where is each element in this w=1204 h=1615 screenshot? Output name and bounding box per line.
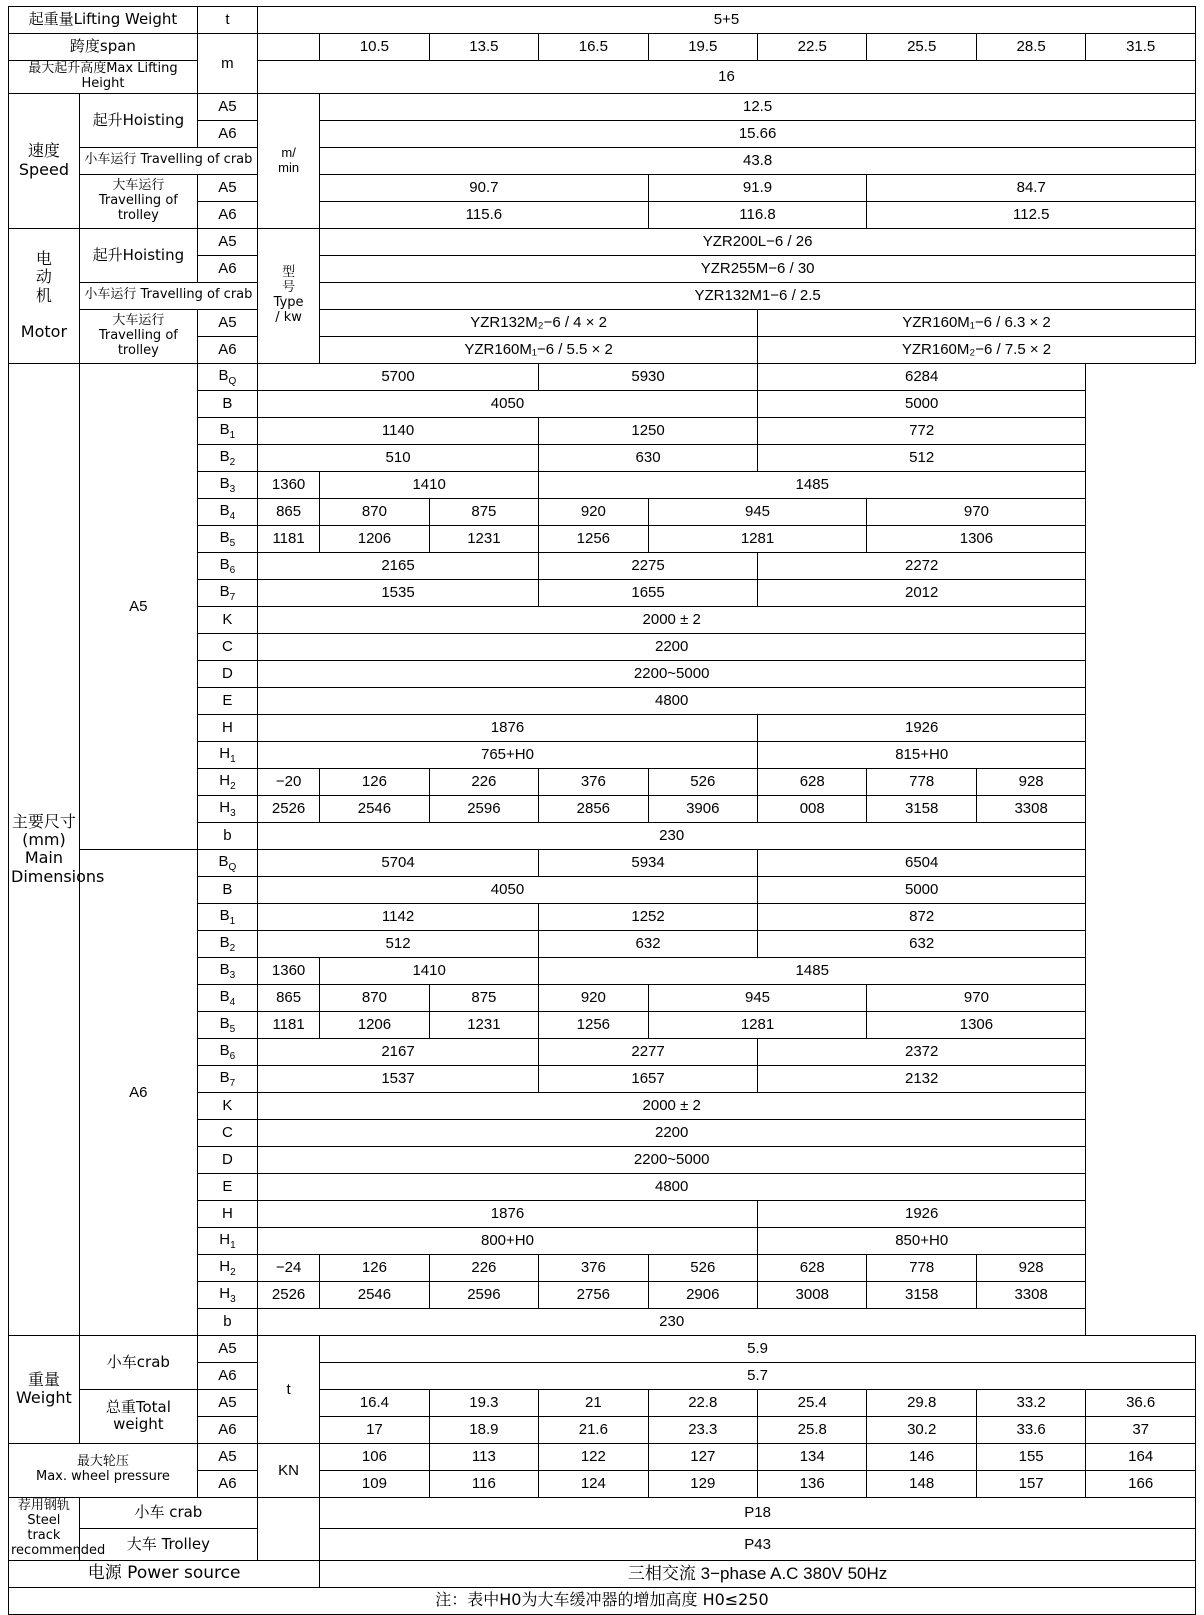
dimension-value-0: 4800	[257, 687, 1085, 714]
dimension-value-0: 4050	[257, 390, 757, 417]
dimension-value-0: −24	[257, 1254, 319, 1281]
dimension-value-1: 870	[320, 984, 429, 1011]
dimension-value-1: 2277	[539, 1038, 758, 1065]
dimension-value-2: 875	[429, 498, 538, 525]
dimension-value-1: 5000	[758, 390, 1086, 417]
total-weight-a6-2: 21.6	[539, 1416, 648, 1443]
crab-weight-a5-value: 5.9	[320, 1335, 1196, 1362]
motor-label: 电 动 机 Motor	[9, 228, 80, 363]
dimension-value-0: −20	[257, 768, 319, 795]
speed-trolley-a5-value-2: 84.7	[867, 174, 1196, 201]
motor-trolley-a6-class: A6	[197, 336, 257, 363]
dimension-value-3: 1256	[539, 525, 648, 552]
dimension-value-0: 5704	[257, 849, 538, 876]
wheel-pressure-a6-class: A6	[197, 1470, 257, 1497]
wheel-pressure-a5-6: 155	[976, 1443, 1085, 1470]
dimension-value-5: 1306	[867, 525, 1086, 552]
dimension-value-1: 870	[320, 498, 429, 525]
speed-trolley-a6-value-1: 116.8	[648, 201, 867, 228]
span-value-1: 13.5	[429, 34, 538, 61]
speed-trolley-a6-value-0: 115.6	[320, 201, 648, 228]
dimension-symbol: $B_1$	[197, 903, 257, 930]
total-weight-a6-1: 18.9	[429, 1416, 538, 1443]
dimension-value-0: 2200~5000	[257, 660, 1085, 687]
dimension-value-0: 4050	[257, 876, 757, 903]
dimension-value-2: 226	[429, 1254, 538, 1281]
span-value-6: 28.5	[976, 34, 1085, 61]
wheel-pressure-a5-1: 113	[429, 1443, 538, 1470]
dimension-symbol: $H_3$	[197, 1281, 257, 1308]
total-weight-a6-5: 30.2	[867, 1416, 976, 1443]
span-value-0: 10.5	[320, 34, 429, 61]
speed-unit: m/ min	[257, 93, 319, 228]
row-wheel-pressure-a5	[9, 1443, 1196, 1470]
motor-hoist-a5-class: A5	[197, 228, 257, 255]
dimension-value-6: 778	[867, 768, 976, 795]
dimension-value-0: 512	[257, 930, 538, 957]
dimension-value-6: 778	[867, 1254, 976, 1281]
row-dimension-a5-BQ	[9, 363, 1196, 390]
motor-hoist-a5-value: YZR200L−6 / 26	[320, 228, 1196, 255]
span-label: 跨度span	[9, 34, 198, 61]
row-weight-crab-a5	[9, 1335, 1196, 1362]
speed-label: 速度 Speed	[9, 93, 80, 228]
speed-trolley-a5-class: A5	[197, 174, 257, 201]
dimension-symbol: D	[197, 660, 257, 687]
dimension-symbol: C	[197, 1119, 257, 1146]
dimension-value-2: 6504	[758, 849, 1086, 876]
dimension-value-2: 632	[758, 930, 1086, 957]
dimension-value-5: 970	[867, 984, 1086, 1011]
speed-hoist-a6-class: A6	[197, 120, 257, 147]
row-dimension-a6-BQ	[9, 849, 1196, 876]
weight-label: 重量 Weight	[9, 1335, 80, 1443]
motor-crab-value: YZR132M1−6 / 2.5	[320, 282, 1196, 309]
lifting-weight-value: 5+5	[257, 7, 1195, 34]
row-rail-crab	[9, 1497, 1196, 1528]
dimension-value-2: 1231	[429, 1011, 538, 1038]
span-spacer	[257, 34, 319, 61]
total-weight-a5-3: 22.8	[648, 1389, 757, 1416]
dimension-value-0: 510	[257, 444, 538, 471]
wheel-pressure-a6-5: 148	[867, 1470, 976, 1497]
motor-trolley-a5-value-0: YZR132M₂−6 / 4 × 2	[320, 309, 758, 336]
speed-hoisting-label: 起升Hoisting	[79, 93, 197, 147]
row-power-source	[9, 1560, 1196, 1587]
speed-crab-label: 小车运行 Travelling of crab	[79, 147, 257, 174]
dimension-value-0: 2200~5000	[257, 1146, 1085, 1173]
total-weight-a5-5: 29.8	[867, 1389, 976, 1416]
max-lifting-height-value: 16	[257, 61, 1195, 94]
dimension-value-0: 4800	[257, 1173, 1085, 1200]
speed-trolley-a5-value-0: 90.7	[320, 174, 648, 201]
wheel-pressure-a6-4: 136	[758, 1470, 867, 1497]
dimension-value-0: 1142	[257, 903, 538, 930]
speed-hoist-a5-value: 12.5	[320, 93, 1196, 120]
dimension-value-7: 928	[976, 768, 1085, 795]
dimension-value-4: 1281	[648, 1011, 867, 1038]
dimension-class-a6: A6	[79, 849, 197, 1335]
dimension-value-1: 1252	[539, 903, 758, 930]
crab-weight-a6-class: A6	[197, 1362, 257, 1389]
rail-crab-value: P18	[320, 1497, 1196, 1528]
dimension-symbol: $H_3$	[197, 795, 257, 822]
dimension-value-1: 1655	[539, 579, 758, 606]
row-total-weight-a5	[9, 1389, 1196, 1416]
dimension-symbol: $B_6$	[197, 552, 257, 579]
dimension-value-1: 126	[320, 768, 429, 795]
dimension-symbol: C	[197, 633, 257, 660]
dimension-value-2: 772	[758, 417, 1086, 444]
crab-weight-label: 小车crab	[79, 1335, 197, 1389]
dimension-value-0: 1535	[257, 579, 538, 606]
row-rail-trolley	[9, 1529, 1196, 1560]
wheel-pressure-a5-2: 122	[539, 1443, 648, 1470]
dimension-value-3: 2856	[539, 795, 648, 822]
span-value-2: 16.5	[539, 34, 648, 61]
wheel-pressure-a6-7: 166	[1086, 1470, 1196, 1497]
weight-unit: t	[257, 1335, 319, 1443]
dimension-value-4: 2906	[648, 1281, 757, 1308]
dimension-value-0: 230	[257, 1308, 1085, 1335]
motor-trolley-a6-value-1: YZR160M₂−6 / 7.5 × 2	[758, 336, 1196, 363]
dimension-value-2: 1485	[539, 957, 1086, 984]
dimension-symbol: $H_2$	[197, 1254, 257, 1281]
wheel-pressure-a6-1: 116	[429, 1470, 538, 1497]
dimension-value-1: 1206	[320, 1011, 429, 1038]
wheel-pressure-a5-class: A5	[197, 1443, 257, 1470]
dimension-symbol: $B_6$	[197, 1038, 257, 1065]
span-unit: m	[197, 34, 257, 94]
total-weight-a5-0: 16.4	[320, 1389, 429, 1416]
wheel-pressure-a5-7: 164	[1086, 1443, 1196, 1470]
dimension-value-2: 1231	[429, 525, 538, 552]
wheel-pressure-a5-3: 127	[648, 1443, 757, 1470]
rail-trolley-value: P43	[320, 1529, 1196, 1560]
wheel-pressure-a6-2: 124	[539, 1470, 648, 1497]
max-lifting-height-label: 最大起升高度Max Lifting Height	[9, 61, 198, 94]
dimension-value-0: 2000 ± 2	[257, 606, 1085, 633]
dimension-value-3: 920	[539, 498, 648, 525]
dimension-value-5: 1306	[867, 1011, 1086, 1038]
dimension-symbol: $H_1$	[197, 741, 257, 768]
row-speed-trolley-a5	[9, 174, 1196, 201]
dimension-value-2: 2372	[758, 1038, 1086, 1065]
dimension-symbol: $B_Q$	[197, 849, 257, 876]
dimension-class-a5: A5	[79, 363, 197, 849]
dimension-value-3: 376	[539, 768, 648, 795]
span-value-4: 22.5	[758, 34, 867, 61]
dimension-value-7: 928	[976, 1254, 1085, 1281]
rail-trolley-label: 大车 Trolley	[79, 1529, 257, 1560]
dimension-value-6: 3158	[867, 795, 976, 822]
dimension-symbol: E	[197, 1173, 257, 1200]
total-weight-a5-6: 33.2	[976, 1389, 1085, 1416]
motor-hoist-a6-value: YZR255M−6 / 30	[320, 255, 1196, 282]
dimension-value-2: 2132	[758, 1065, 1086, 1092]
power-source-value: 三相交流 3−phase A.C 380V 50Hz	[320, 1560, 1196, 1587]
motor-crab-label: 小车运行 Travelling of crab	[79, 282, 257, 309]
motor-hoisting-label: 起升Hoisting	[79, 228, 197, 282]
speed-trolley-a6-value-2: 112.5	[867, 201, 1196, 228]
lifting-weight-unit: t	[197, 7, 257, 34]
row-speed-hoist-a5	[9, 93, 1196, 120]
dimension-symbol: $B_7$	[197, 1065, 257, 1092]
wheel-pressure-a6-3: 129	[648, 1470, 757, 1497]
dimension-value-7: 3308	[976, 795, 1085, 822]
speed-crab-value: 43.8	[320, 147, 1196, 174]
dimension-value-0: 2200	[257, 1119, 1085, 1146]
motor-hoist-a6-class: A6	[197, 255, 257, 282]
row-max-lifting-height	[9, 61, 1196, 94]
dimension-symbol: $B_3$	[197, 957, 257, 984]
dimension-symbol: $B_3$	[197, 471, 257, 498]
row-lifting-weight	[9, 7, 1196, 34]
dimension-symbol: E	[197, 687, 257, 714]
span-value-7: 31.5	[1086, 34, 1196, 61]
dimension-value-1: 126	[320, 1254, 429, 1281]
dimension-value-0: 2165	[257, 552, 538, 579]
motor-trolley-a5-value-1: YZR160M₁−6 / 6.3 × 2	[758, 309, 1196, 336]
speed-hoist-a5-class: A5	[197, 93, 257, 120]
total-weight-a6-class: A6	[197, 1416, 257, 1443]
dimension-value-5: 628	[758, 768, 867, 795]
dimension-value-2: 226	[429, 768, 538, 795]
dimension-symbol: $H_1$	[197, 1227, 257, 1254]
power-source-label: 电源 Power source	[9, 1560, 320, 1587]
total-weight-a6-4: 25.8	[758, 1416, 867, 1443]
motor-trolley-a5-class: A5	[197, 309, 257, 336]
dimension-symbol: K	[197, 1092, 257, 1119]
total-weight-a5-7: 36.6	[1086, 1389, 1196, 1416]
lifting-weight-label: 起重量Lifting Weight	[9, 7, 198, 34]
rail-crab-label: 小车 crab	[79, 1497, 257, 1528]
dimension-value-2: 512	[758, 444, 1086, 471]
wheel-pressure-a6-6: 157	[976, 1470, 1085, 1497]
dimension-value-5: 008	[758, 795, 867, 822]
total-weight-a5-1: 19.3	[429, 1389, 538, 1416]
dimension-symbol: B	[197, 390, 257, 417]
dimension-value-0: 2526	[257, 1281, 319, 1308]
total-weight-a6-0: 17	[320, 1416, 429, 1443]
dimension-value-2: 2272	[758, 552, 1086, 579]
dimension-value-1: 5930	[539, 363, 758, 390]
dimension-value-3: 2756	[539, 1281, 648, 1308]
dimension-value-1: 2546	[320, 795, 429, 822]
dimension-value-1: 1410	[320, 471, 539, 498]
dimension-value-1: 1926	[758, 714, 1086, 741]
dimension-value-5: 970	[867, 498, 1086, 525]
dimension-symbol: b	[197, 822, 257, 849]
speed-trolley-a5-value-1: 91.9	[648, 174, 867, 201]
dimension-value-5: 3008	[758, 1281, 867, 1308]
dimension-value-2: 1485	[539, 471, 1086, 498]
total-weight-a5-4: 25.4	[758, 1389, 867, 1416]
dimension-value-7: 3308	[976, 1281, 1085, 1308]
dimension-value-0: 800+H0	[257, 1227, 757, 1254]
dimension-value-3: 1256	[539, 1011, 648, 1038]
span-value-3: 19.5	[648, 34, 757, 61]
rail-label: 荐用钢轨 Steel track recommended	[9, 1497, 80, 1560]
note-text: 注：表中H0为大车缓冲器的增加高度 H0≤250	[9, 1587, 1196, 1614]
dimension-symbol: $B_7$	[197, 579, 257, 606]
dimension-value-4: 1281	[648, 525, 867, 552]
dimension-value-0: 1181	[257, 1011, 319, 1038]
total-weight-a6-6: 33.6	[976, 1416, 1085, 1443]
wheel-pressure-label: 最大轮压 Max. wheel pressure	[9, 1443, 198, 1497]
crab-weight-a6-value: 5.7	[320, 1362, 1196, 1389]
dimension-value-1: 850+H0	[758, 1227, 1086, 1254]
dimension-value-0: 1876	[257, 714, 757, 741]
dimension-value-2: 2012	[758, 579, 1086, 606]
dimension-symbol: $B_5$	[197, 1011, 257, 1038]
main-dimensions-label: 主要尺寸(mm) Main Dimensions	[9, 363, 80, 1335]
dimension-value-0: 765+H0	[257, 741, 757, 768]
dimension-value-1: 1657	[539, 1065, 758, 1092]
wheel-pressure-unit: KN	[257, 1443, 319, 1497]
dimension-symbol: $B_2$	[197, 930, 257, 957]
dimension-symbol: K	[197, 606, 257, 633]
crab-weight-a5-class: A5	[197, 1335, 257, 1362]
wheel-pressure-a5-5: 146	[867, 1443, 976, 1470]
dimension-symbol: H	[197, 714, 257, 741]
dimension-value-2: 2596	[429, 795, 538, 822]
dimension-symbol: $B_4$	[197, 498, 257, 525]
wheel-pressure-a5-4: 134	[758, 1443, 867, 1470]
row-span	[9, 34, 1196, 61]
dimension-value-4: 945	[648, 984, 867, 1011]
total-weight-label: 总重Total weight	[79, 1389, 197, 1443]
dimension-value-0: 1876	[257, 1200, 757, 1227]
motor-trolley-a6-value-0: YZR160M₁−6 / 5.5 × 2	[320, 336, 758, 363]
dimension-value-6: 3158	[867, 1281, 976, 1308]
total-weight-a6-3: 23.3	[648, 1416, 757, 1443]
total-weight-a6-7: 37	[1086, 1416, 1196, 1443]
dimension-symbol: $B_4$	[197, 984, 257, 1011]
speed-trolley-a6-class: A6	[197, 201, 257, 228]
dimension-value-1: 1410	[320, 957, 539, 984]
speed-trolley-label: 大车运行 Travelling of trolley	[79, 174, 197, 228]
row-motor-hoist-a5	[9, 228, 1196, 255]
dimension-value-1: 632	[539, 930, 758, 957]
dimension-value-1: 5000	[758, 876, 1086, 903]
row-motor-crab	[9, 282, 1196, 309]
dimension-value-1: 630	[539, 444, 758, 471]
dimension-value-0: 5700	[257, 363, 538, 390]
dimension-value-0: 1360	[257, 957, 319, 984]
row-speed-crab	[9, 147, 1196, 174]
dimension-value-0: 1537	[257, 1065, 538, 1092]
dimension-value-0: 1181	[257, 525, 319, 552]
dimension-value-3: 376	[539, 1254, 648, 1281]
row-note	[9, 1587, 1196, 1614]
dimension-value-1: 2546	[320, 1281, 429, 1308]
motor-trolley-label: 大车运行 Travelling of trolley	[79, 309, 197, 363]
dimension-value-0: 2200	[257, 633, 1085, 660]
span-value-5: 25.5	[867, 34, 976, 61]
dimension-value-0: 2526	[257, 795, 319, 822]
dimension-value-0: 1140	[257, 417, 538, 444]
dimension-value-5: 628	[758, 1254, 867, 1281]
dimension-symbol: $B_2$	[197, 444, 257, 471]
dimension-value-1: 815+H0	[758, 741, 1086, 768]
total-weight-a5-2: 21	[539, 1389, 648, 1416]
dimension-value-1: 1926	[758, 1200, 1086, 1227]
dimension-value-0: 2000 ± 2	[257, 1092, 1085, 1119]
dimension-symbol: B	[197, 876, 257, 903]
dimension-value-2: 872	[758, 903, 1086, 930]
crane-specification-table	[8, 6, 1196, 1615]
dimension-value-3: 920	[539, 984, 648, 1011]
dimension-symbol: D	[197, 1146, 257, 1173]
dimension-value-1: 5934	[539, 849, 758, 876]
dimension-symbol: $H_2$	[197, 768, 257, 795]
wheel-pressure-a5-0: 106	[320, 1443, 429, 1470]
dimension-value-0: 1360	[257, 471, 319, 498]
speed-hoist-a6-value: 15.66	[320, 120, 1196, 147]
row-motor-trolley-a5	[9, 309, 1196, 336]
motor-type-label: 型 号 Type / kw	[257, 228, 319, 363]
dimension-symbol: $B_Q$	[197, 363, 257, 390]
dimension-value-4: 945	[648, 498, 867, 525]
dimension-value-0: 230	[257, 822, 1085, 849]
dimension-value-4: 3906	[648, 795, 757, 822]
dimension-value-1: 2275	[539, 552, 758, 579]
dimension-value-2: 2596	[429, 1281, 538, 1308]
dimension-value-0: 865	[257, 984, 319, 1011]
dimension-value-1: 1206	[320, 525, 429, 552]
dimension-value-0: 865	[257, 498, 319, 525]
total-weight-a5-class: A5	[197, 1389, 257, 1416]
dimension-symbol: $B_1$	[197, 417, 257, 444]
wheel-pressure-a6-0: 109	[320, 1470, 429, 1497]
dimension-value-2: 6284	[758, 363, 1086, 390]
dimension-value-4: 526	[648, 768, 757, 795]
dimension-symbol: b	[197, 1308, 257, 1335]
dimension-value-0: 2167	[257, 1038, 538, 1065]
dimension-symbol: $B_5$	[197, 525, 257, 552]
dimension-value-4: 526	[648, 1254, 757, 1281]
dimension-value-1: 1250	[539, 417, 758, 444]
dimension-value-2: 875	[429, 984, 538, 1011]
dimension-symbol: H	[197, 1200, 257, 1227]
rail-unit-spacer	[257, 1497, 319, 1560]
